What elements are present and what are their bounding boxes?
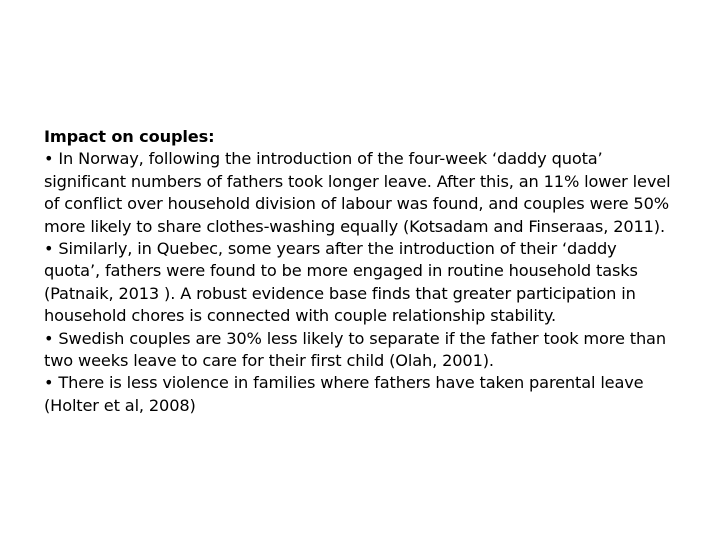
bullet-text: Similarly, in Quebec, some years after the introduction of their ‘daddy quota’, fathers were found to be more engaged in routine household tasks (Patnaik, 2013 ). A robust evidence base finds that greater participation in household chores is connected with couple relationship stability. — [44, 239, 638, 326]
bullet-item-sweden — [44, 328, 674, 373]
slide-heading: Impact on couples: — [44, 127, 215, 146]
bullet-icon: • — [44, 149, 54, 169]
slide-body — [44, 126, 674, 417]
bullet-item-violence — [44, 372, 674, 417]
bullet-text: There is less violence in families where fathers have taken parental leave (Holter et al, 2008) — [44, 373, 644, 415]
bullet-icon: • — [44, 373, 54, 393]
bullet-icon: • — [44, 239, 54, 259]
bullet-icon: • — [44, 328, 54, 348]
bullet-text: In Norway, following the introduction of the four-week ‘daddy quota’ significant numbers of fathers took longer leave. After this, an 11% lower level of conflict over household division of labour was found, and couples were 50% more likely to share clothes-washing equally (Kotsadam and Finseraas, 2011). — [44, 149, 671, 236]
bullet-item-norway — [44, 148, 674, 238]
bullet-item-quebec — [44, 238, 674, 328]
bullet-text: Swedish couples are 30% less likely to separate if the father took more than two weeks leave to care for their first child (Olah, 2001). — [44, 328, 666, 371]
